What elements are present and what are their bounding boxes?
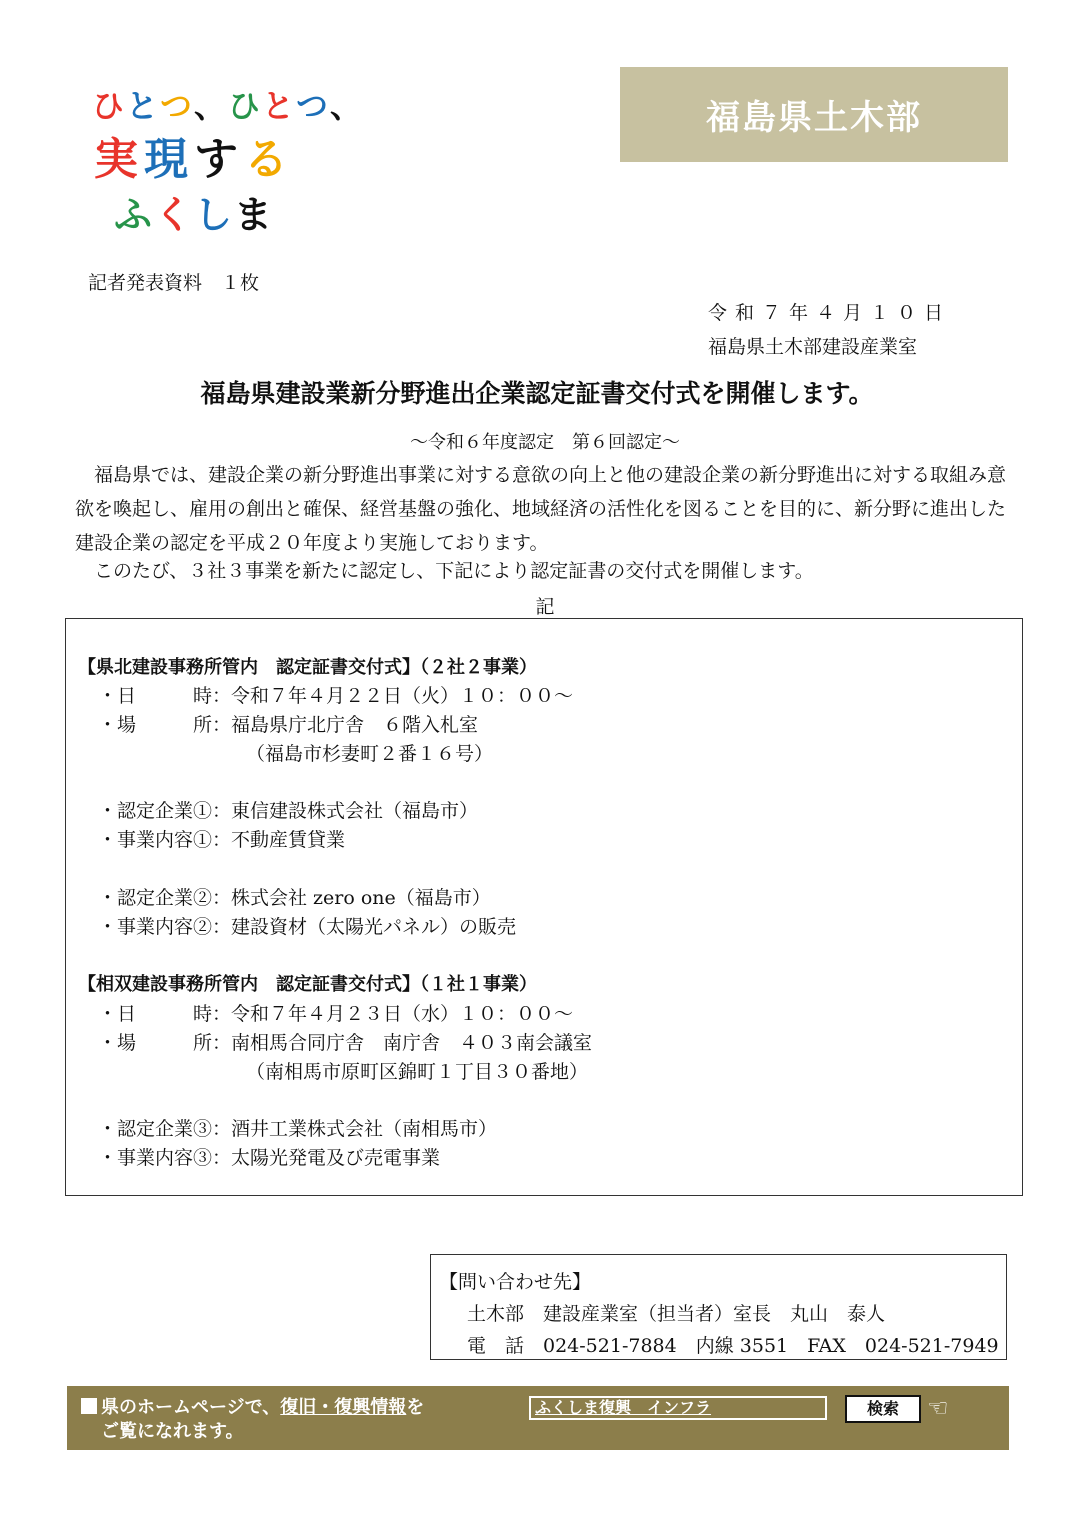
logo [92,87,363,240]
contact-heading: 【問い合わせ先】 [439,1271,592,1293]
logo-char: く [154,193,193,237]
logo-char: と [126,87,159,125]
kenpoku-place: ・場 所：福島県庁北庁舎 ６階入札室 [98,714,479,736]
footer-banner [67,1386,1009,1450]
kenpoku-business-1: ・事業内容①：不動産賃貸業 [98,829,346,851]
kenpoku-address: （福島市杉妻町２番１６号） [246,743,494,765]
logo-row-1 [92,87,363,125]
kenpoku-business-2: ・事業内容②：建設資材（太陽光パネル）の販売 [98,916,517,938]
footer-text-post: を [406,1397,425,1418]
issuing-office: 福島県土木部建設産業室 [708,336,918,358]
logo-char: 、 [330,87,363,125]
section-heading-sousou: 【相双建設事務所管内 認定証書交付式】（１社１事業） [78,974,537,995]
recovery-info-link[interactable]: 復旧・復興情報 [280,1397,407,1418]
sousou-business-3: ・事業内容③：太陽光発電及び売電事業 [98,1147,441,1169]
logo-char: ま [234,193,273,237]
sousou-company-3: ・認定企業③：酒井工業株式会社（南相馬市） [98,1118,498,1140]
footer-text-pre: 県のホームページで、 [101,1397,281,1418]
sousou-address: （南相馬市原町区錦町１丁目３０番地） [246,1061,589,1083]
section-heading-kenpoku: 【県北建設事務所管内 認定証書交付式】（２社２事業） [78,657,537,678]
ceremony-details-box [65,618,1023,1196]
page-title: 福島県建設業新分野進出企業認定証書交付式を開催します。 [200,379,874,408]
sousou-datetime: ・日 時：令和７年４月２３日（水）１０：００～ [98,1003,574,1025]
logo-row-2 [92,134,290,185]
footer-text [81,1396,424,1444]
kenpoku-datetime: ・日 時：令和７年４月２２日（火）１０：００～ [98,685,574,707]
logo-char: る [244,134,288,185]
subtitle: ～令和６年度認定 第６回認定～ [410,432,680,453]
logo-char: す [194,134,238,185]
body-paragraph-1: 福島県では、建設企業の新分野進出事業に対する意欲の向上と他の建設企業の新分野進出に対する取組み意欲を喚起し、雇用の創出と確保、経営基盤の強化、地域経済の活性化を図ることを目的に、新分野に進出した建設企業の認定を平成２０年度より実施しております。 [75,464,1007,554]
press-material-label: 記者発表資料 １枚 [88,272,260,294]
pointing-hand-icon: ☜ [927,1394,949,1422]
sousou-place: ・場 所：南相馬合同庁舎 南庁舎 ４０３南会議室 [98,1032,593,1054]
search-button[interactable]: 検索 [845,1395,921,1423]
contact-box [430,1254,1007,1360]
logo-char: 現 [144,134,188,185]
logo-char: つ [160,87,193,125]
department-badge: 福島県土木部 [620,67,1008,162]
logo-char: 、 [194,87,227,125]
logo-char: ひ [228,87,261,125]
contact-phone: 電 話 024-521-7884 内線 3551 FAX 024-521-7949 [467,1335,999,1357]
logo-char: つ [296,87,329,125]
ki-marker: 記 [535,596,555,618]
release-date: 令和７年４月１０日 [708,302,952,324]
logo-char: ふ [114,193,153,237]
logo-char: ひ [92,87,125,125]
logo-row-3 [114,193,273,237]
contact-person: 土木部 建設産業室（担当者）室長 丸山 泰人 [467,1303,886,1325]
logo-char: し [194,193,233,237]
footer-text-line2: ご覧になれます。 [101,1421,244,1442]
logo-char: 実 [94,134,138,185]
search-input[interactable]: ふくしま復興 インフラ [529,1396,827,1420]
kenpoku-company-2: ・認定企業②：株式会社 zero one（福島市） [98,887,491,909]
square-bullet-icon [81,1398,97,1414]
kenpoku-company-1: ・認定企業①：東信建設株式会社（福島市） [98,800,479,822]
logo-char: と [262,87,295,125]
body-paragraph-2: このたび、３社３事業を新たに認定し、下記により認定証書の交付式を開催します。 [94,560,814,582]
